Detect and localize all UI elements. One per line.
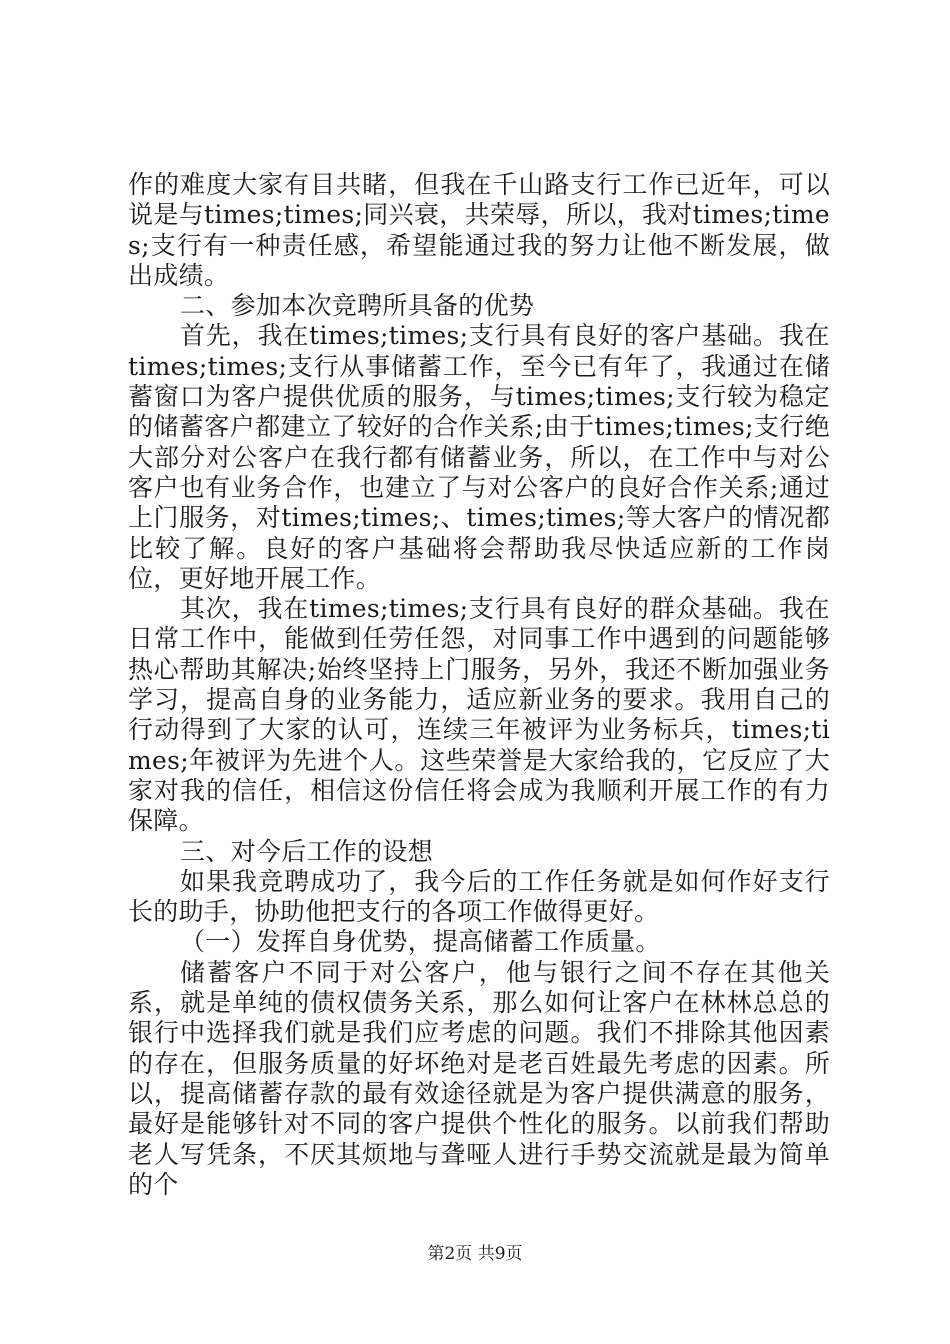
section-heading-2: 二、参加本次竞聘所具备的优势 <box>180 291 535 321</box>
page-number-footer: 第2页 共9页 <box>427 1244 523 1264</box>
paragraph-1: 作的难度大家有目共睹，但我在千山路支行工作已近年，可以说是与times;times;同兴衰，共荣辱，所以，我对times;times;支行有一种责任感，希望能通过我的努力让他不断发展，做出成绩。 <box>128 170 830 290</box>
paragraph-4: 其次，我在times;times;支行具有良好的群众基础。我在日常工作中，能做到任劳任怨，对同事工作中遇到的问题能够热心帮助其解决;始终坚持上门服务，另外，我还不断加强业务学习，提高自身的业务能力，适应新业务的要求。我用自己的行动得到了大家的认可，连续三年被评为业务标兵，times;times;年被评为先进个人。这些荣誉是大家给我的，它反应了大家对我的信任，相信这份信任将会成为我顺利开展工作的有力保障。 <box>128 594 830 836</box>
document-body <box>128 170 830 1200</box>
paragraph-8: 储蓄客户不同于对公客户，他与银行之间不存在其他关系，就是单纯的债权债务关系，那么如何让客户在林林总总的银行中选择我们就是我们应考虑的问题。我们不排除其他因素的存在，但服务质量的好坏绝对是老百姓最先考虑的因素。所以，提高储蓄存款的最有效途径就是为客户提供满意的服务，最好是能够针对不同的客户提供个性化的服务。以前我们帮助老人写凭条，不厌其烦地与聋哑人进行手势交流就是最为简单的个 <box>128 957 830 1199</box>
section-heading-3: 三、对今后工作的设想 <box>180 836 434 866</box>
paragraph-6: 如果我竞聘成功了，我今后的工作任务就是如何作好支行长的助手，协助他把支行的各项工作做得更好。 <box>128 866 830 927</box>
paragraph-3: 首先，我在times;times;支行具有良好的客户基础。我在times;times;支行从事储蓄工作，至今已有年了，我通过在储蓄窗口为客户提供优质的服务，与times;times;支行较为稳定的储蓄客户都建立了较好的合作关系;由于times;times;支行绝大部分对公客户在我行都有储蓄业务，所以，在工作中与对公客户也有业务合作，也建立了与对公客户的良好合作关系;通过上门服务，对times;times;、times;times;等大客户的情况都比较了解。良好的客户基础将会帮助我尽快适应新的工作岗位，更好地开展工作。 <box>128 321 830 593</box>
subsection-heading-1: （一）发挥自身优势，提高储蓄工作质量。 <box>180 927 661 957</box>
